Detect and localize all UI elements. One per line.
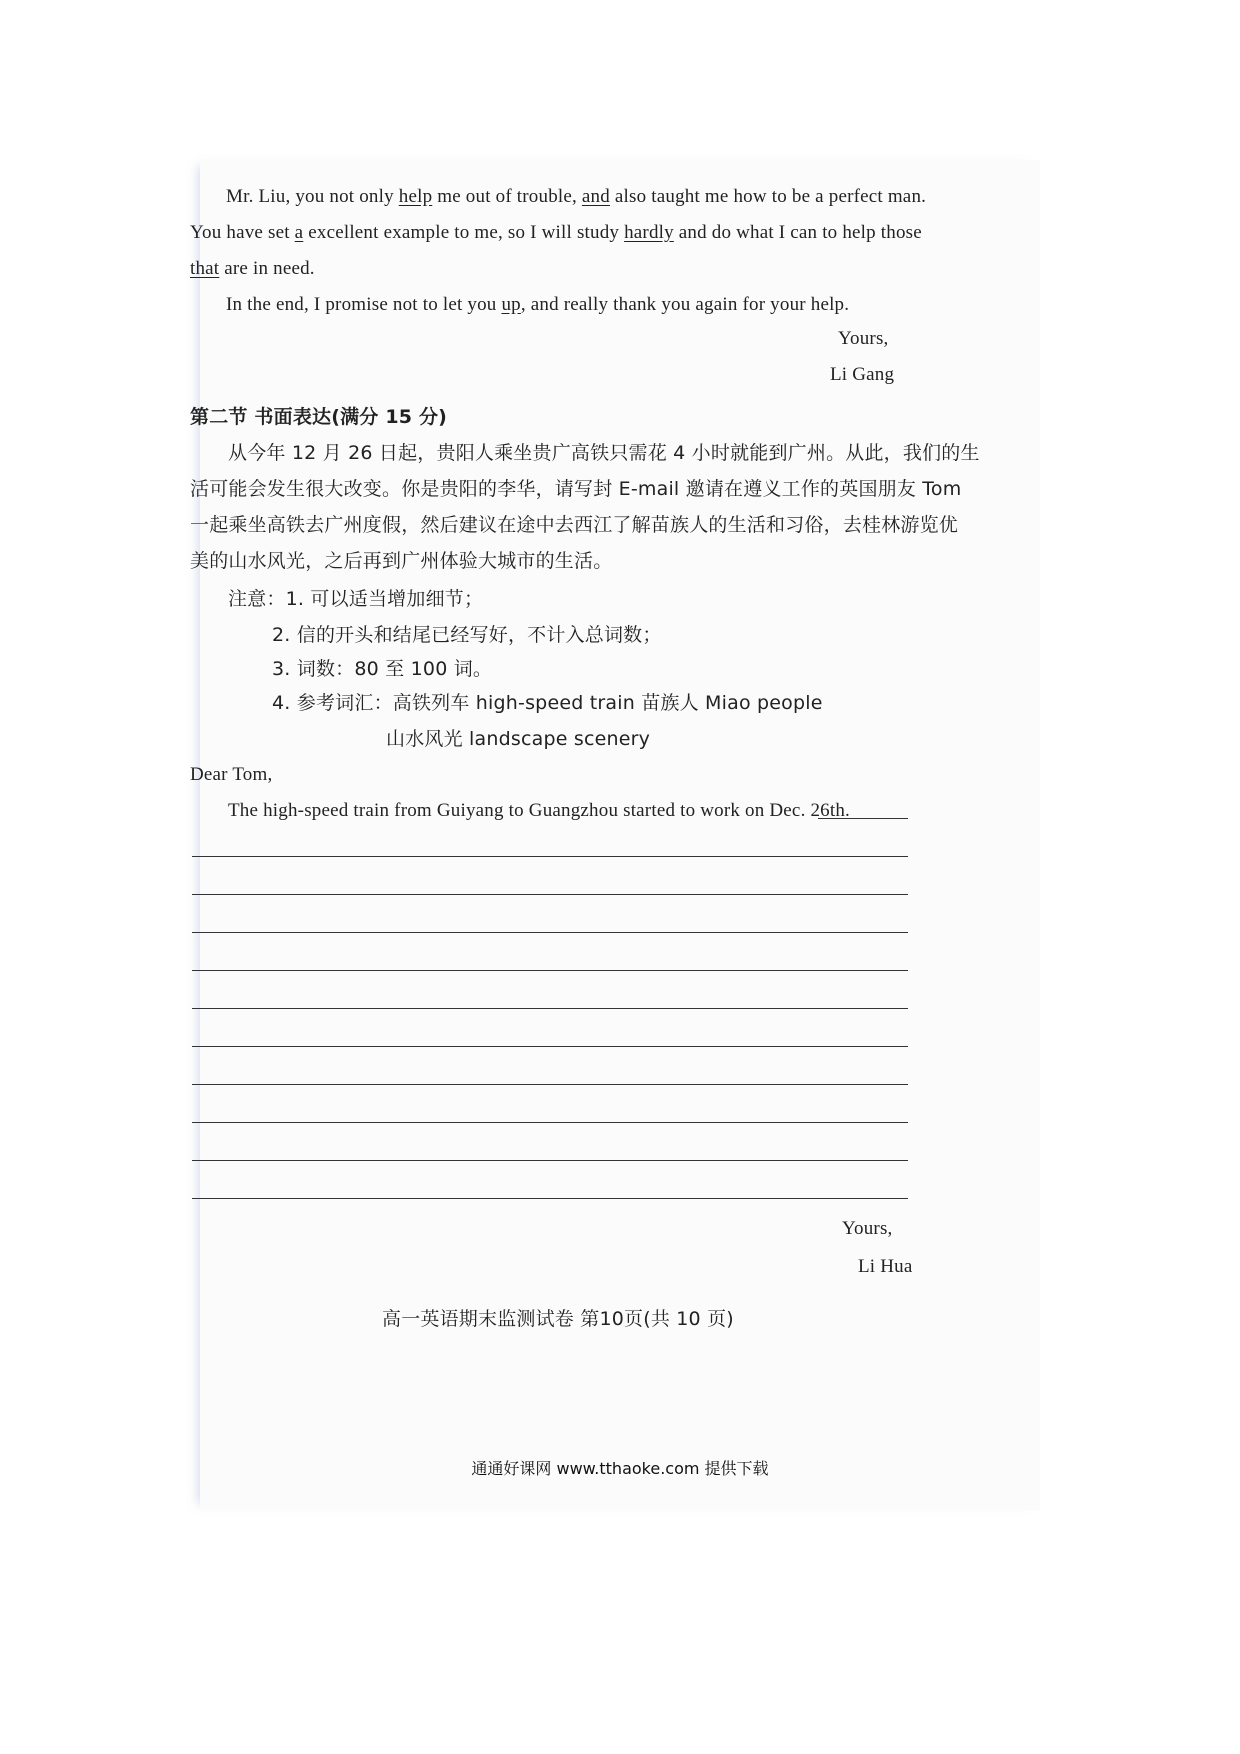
answer-line[interactable] <box>192 970 908 971</box>
letter-greeting: Dear Tom, <box>190 764 273 785</box>
underlined-word: and <box>581 186 610 207</box>
prompt-line-1: 从今年 12 月 26 日起，贵阳人乘坐贵广高铁只需花 4 小时就能到广州。从此，我们的生 <box>228 442 980 464</box>
site-footer: 通通好课网 www.tthaoke.com 提供下载 <box>471 1459 769 1478</box>
text-segment: , and really thank you again for your help. <box>520 294 850 315</box>
text-segment: me out of trouble, <box>432 186 582 207</box>
prompt-line-2: 活可能会发生很大改变。你是贵阳的李华，请写封 E-mail 邀请在遵义工作的英国朋友 Tom <box>190 478 962 500</box>
note-4: 4. 参考词汇：高铁列车 high-speed train 苗族人 Miao people <box>272 692 823 714</box>
note-5: 山水风光 landscape scenery <box>386 728 651 750</box>
note-2: 2. 信的开头和结尾已经写好，不计入总词数； <box>272 624 662 646</box>
underlined-word: help <box>398 186 433 207</box>
underlined-word: a <box>294 222 304 243</box>
underlined-word: that <box>190 258 220 279</box>
note-1: 注意：1. 可以适当增加细节； <box>228 588 484 610</box>
answer-line[interactable] <box>192 894 908 895</box>
text-segment: You have set <box>190 222 295 243</box>
prompt-line-3: 一起乘坐高铁去广州度假，然后建议在途中去西江了解苗族人的生活和习俗，去桂林游览优 <box>190 514 959 536</box>
answer-blank[interactable] <box>818 818 908 819</box>
correction-line-3 <box>190 258 315 280</box>
answer-line[interactable] <box>192 1046 908 1047</box>
answer-line[interactable] <box>192 856 908 857</box>
answer-line[interactable] <box>192 1008 908 1009</box>
text-segment: are in need. <box>219 258 315 279</box>
letter-first-line: The high-speed train from Guiyang to Guangzhou started to work on Dec. 26th. <box>228 800 850 821</box>
section-heading: 第二节 书面表达(满分 15 分) <box>190 406 448 428</box>
underlined-word: up <box>501 294 521 315</box>
correction-closing: Yours, <box>838 328 889 349</box>
prompt-line-4: 美的山水风光，之后再到广州体验大城市的生活。 <box>190 550 613 572</box>
page-footer: 高一英语期末监测试卷 第10页(共 10 页) <box>382 1308 734 1330</box>
answer-line[interactable] <box>192 1160 908 1161</box>
underlined-word: hardly <box>624 222 674 243</box>
correction-signature: Li Gang <box>830 364 895 385</box>
correction-line-1 <box>226 186 926 208</box>
note-3: 3. 词数：80 至 100 词。 <box>272 658 493 680</box>
correction-line-4 <box>226 294 849 316</box>
letter-signature: Li Hua <box>858 1256 913 1277</box>
answer-line[interactable] <box>192 1198 908 1199</box>
text-segment: Mr. Liu, you not only <box>226 186 399 207</box>
text-segment: also taught me how to be a perfect man. <box>609 186 927 207</box>
answer-line[interactable] <box>192 1084 908 1085</box>
answer-line[interactable] <box>192 932 908 933</box>
answer-line[interactable] <box>192 1122 908 1123</box>
text-segment: In the end, I promise not to let you <box>226 294 502 315</box>
correction-line-2 <box>190 222 922 244</box>
text-segment: and do what I can to help those <box>673 222 922 243</box>
letter-closing: Yours, <box>842 1218 893 1239</box>
text-segment: excellent example to me, so I will study <box>303 222 625 243</box>
